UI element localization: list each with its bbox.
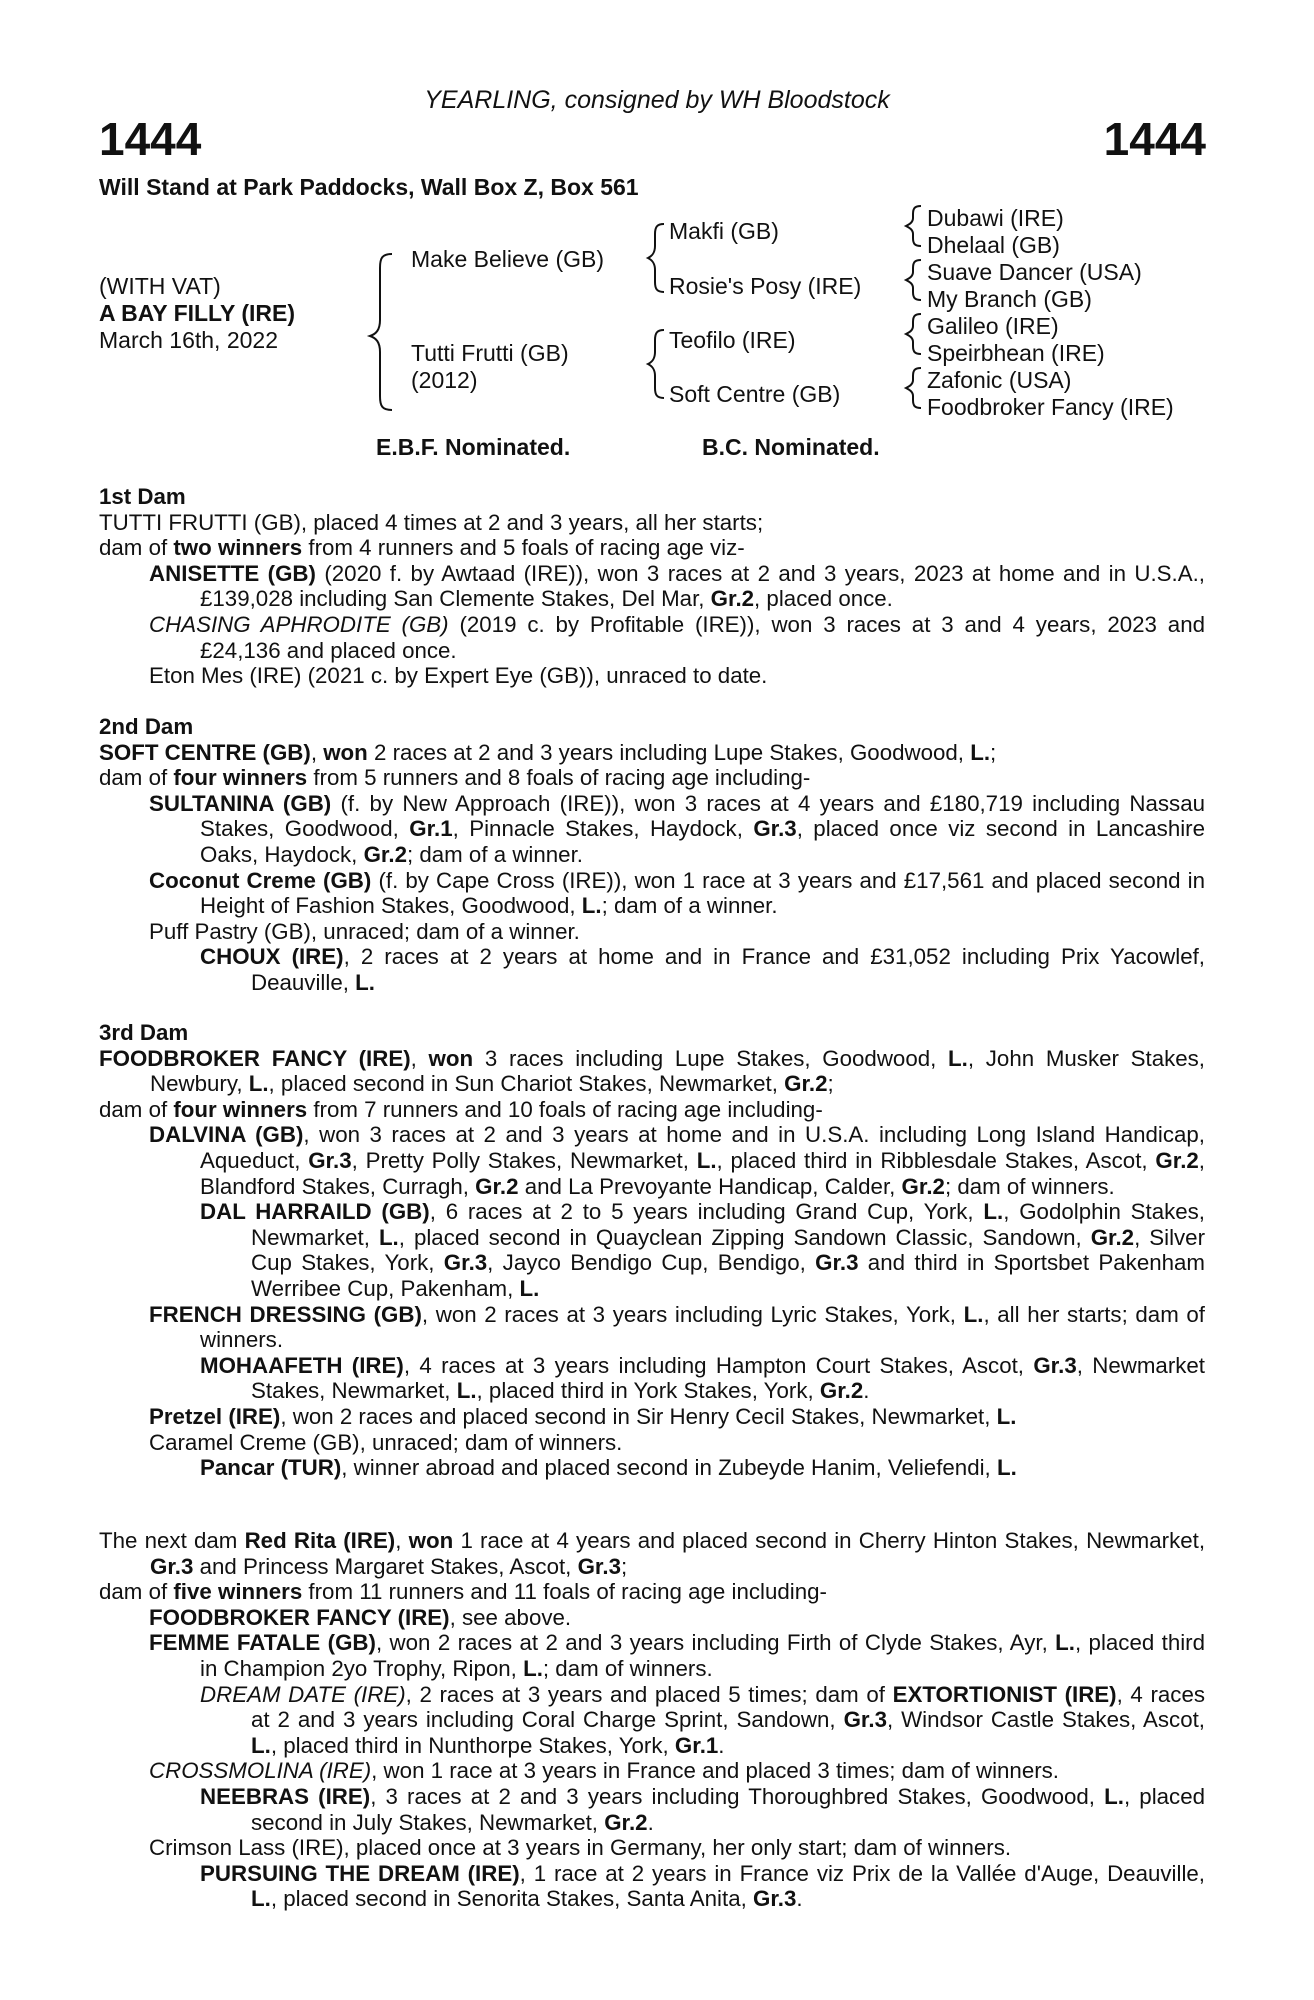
great-grandparent: My Branch (GB) <box>927 286 1092 312</box>
produce-record-entry <box>99 944 1205 995</box>
produce-record-entry <box>99 1861 1205 1912</box>
text-run: , <box>410 1045 429 1071</box>
great-grandparent: Dhelaal (GB) <box>927 232 1060 258</box>
bold-text-run: L. <box>523 1655 543 1681</box>
bold-text-run: L. <box>963 1301 984 1327</box>
text-run: . <box>863 1378 870 1404</box>
bold-text-run: FRENCH DRESSING (GB) <box>149 1301 422 1327</box>
bold-text-run: two winners <box>173 535 303 561</box>
bc-nomination: B.C. Nominated. <box>702 434 880 460</box>
text-run: , 3 races at 2 and 3 years including Thoroughbred Stakes, Goodwood, <box>370 1783 1105 1809</box>
text-run: 1 race at 4 years and placed second in Cherry Hinton Stakes, Newmarket, <box>453 1528 1206 1553</box>
text-run: from 7 runners and 10 foals of racing age including- <box>307 1096 823 1122</box>
produce-record-entry <box>99 1455 1205 1481</box>
bold-text-run: won <box>428 1045 474 1071</box>
text-run: . <box>718 1732 725 1758</box>
text-run: and La Prevoyante Handicap, Calder, <box>518 1173 902 1199</box>
bold-text-run: L. <box>948 1045 968 1071</box>
bold-text-run: Gr.1 <box>674 1732 719 1758</box>
produce-record-entry <box>99 1630 1205 1681</box>
text-run: and Princess Margaret Stakes, Ascot, <box>193 1553 578 1579</box>
bold-text-run: MOHAAFETH (IRE) <box>200 1352 404 1378</box>
text-run: Eton Mes (IRE) (2021 c. by Expert Eye (GB)), unraced to date. <box>149 663 768 689</box>
text-run: , John Musker Stakes, Newbury, <box>150 1045 1205 1097</box>
lot-number-left: 1444 <box>99 113 202 165</box>
produce-record-entry <box>99 919 1205 945</box>
bold-text-run: L. <box>1055 1630 1075 1656</box>
text-run: and third in Sportsbet Pakenham Werribee Cup, Pakenham, <box>251 1250 1206 1301</box>
bold-text-run: Pancar (TUR) <box>200 1455 342 1481</box>
bold-text-run: won <box>323 739 368 765</box>
text-run: , won 1 race at 3 years in France and placed 3 times; dam of winners. <box>371 1758 1060 1784</box>
bold-text-run: FOODBROKER FANCY (IRE) <box>99 1045 411 1071</box>
produce-record-entry <box>99 740 1205 766</box>
bold-text-run: L. <box>248 1071 269 1097</box>
text-run: , 2 races at 3 years and placed 5 times; dam of <box>405 1681 893 1707</box>
bold-text-run: Gr.3 <box>753 816 797 842</box>
bold-text-run: Gr.3 <box>843 1707 887 1733</box>
bold-text-run: SULTANINA (GB) <box>149 790 332 816</box>
text-run: , 6 races at 2 to 5 years including Grand Cup, York, <box>429 1199 984 1225</box>
bold-text-run: Gr.2 <box>1155 1147 1199 1173</box>
produce-record-entry <box>99 535 1205 561</box>
text-run: ; dam of winners. <box>944 1173 1115 1199</box>
bold-text-run: Pretzel (IRE) <box>149 1403 281 1429</box>
stand-location: Will Stand at Park Paddocks, Wall Box Z, Box 561 <box>99 174 639 200</box>
bold-text-run: NEEBRAS (IRE) <box>200 1783 371 1809</box>
produce-record-entry <box>99 561 1205 612</box>
bold-text-run: DAL HARRAILD (GB) <box>200 1199 430 1225</box>
bold-text-run: L. <box>456 1378 477 1404</box>
great-grandparent: Speirbhean (IRE) <box>927 340 1105 366</box>
text-run: , <box>395 1528 409 1553</box>
bold-text-run: L. <box>581 893 602 919</box>
bold-text-run: DALVINA (GB) <box>149 1122 304 1148</box>
produce-record-entry <box>99 791 1205 868</box>
text-run: , placed second in Quayclean Zipping Sandown Classic, Sandown, <box>398 1224 1091 1250</box>
text-run: , Godolphin Stakes, Newmarket, <box>251 1199 1205 1250</box>
produce-record-entry <box>99 1430 1205 1456</box>
text-run: . <box>647 1809 654 1835</box>
bold-text-run: Gr.3 <box>577 1553 621 1579</box>
text-run: ; dam of a winner. <box>406 841 583 867</box>
text-run: , Pinnacle Stakes, Haydock, <box>452 816 754 842</box>
text-run: 2 races at 2 and 3 years including Lupe Stakes, Goodwood, <box>367 739 971 765</box>
bold-text-run: four winners <box>173 1096 308 1122</box>
produce-record-entry <box>99 765 1205 791</box>
produce-record-entry <box>99 1758 1205 1784</box>
text-run: , 4 races at 2 and 3 years including Coral Charge Sprint, Sandown, <box>251 1681 1205 1733</box>
text-run: , placed third in Champion 2yo Trophy, Ripon, <box>200 1630 1206 1681</box>
text-run: , won 2 races at 3 years including Lyric Stakes, York, <box>421 1301 964 1327</box>
produce-record-entry <box>99 510 1205 536</box>
text-run: ; <box>620 1553 628 1579</box>
bold-text-run: ANISETTE (GB) <box>149 560 316 586</box>
produce-record-entry <box>99 1835 1205 1861</box>
text-run: . <box>796 1886 803 1912</box>
bold-text-run: L. <box>519 1275 540 1301</box>
text-run: , Silver Cup Stakes, York, <box>251 1224 1206 1276</box>
bold-text-run: Red Rita (IRE) <box>244 1528 396 1553</box>
bold-text-run: EXTORTIONIST (IRE) <box>892 1681 1117 1707</box>
bold-text-run: Coconut Creme (GB) <box>149 867 372 893</box>
produce-record-entry <box>99 1353 1205 1404</box>
text-run: (f. by Cape Cross (IRE)), won 1 race at 3 years and £17,561 and placed second in Height of Fashion Stakes, Goodwood, <box>200 867 1205 919</box>
text-run: , Jayco Bendigo Cup, Bendigo, <box>487 1250 816 1276</box>
text-run: , placed second in Sun Chariot Stakes, Newmarket, <box>268 1071 785 1097</box>
lot-number-right: 1444 <box>1103 113 1206 165</box>
bold-text-run: Gr.3 <box>150 1553 194 1579</box>
text-run: , Windsor Castle Stakes, Ascot, <box>886 1707 1205 1733</box>
second-dam-section <box>99 714 1205 996</box>
text-run: , won 3 races at 2 and 3 years at home and in U.S.A. including Long Island Handicap, Aqueduct, <box>200 1122 1205 1173</box>
sire-name: Make Believe (GB) <box>411 246 605 272</box>
text-run: TUTTI FRUTTI (GB), placed 4 times at 2 and 3 years, all her starts; <box>99 509 764 535</box>
produce-record-entry <box>99 1579 1205 1605</box>
bold-text-run: Gr.2 <box>784 1071 828 1097</box>
bold-text-run: won <box>408 1528 454 1553</box>
bold-text-run: L. <box>1104 1783 1124 1809</box>
text-run: , Blandford Stakes, Curragh, <box>200 1147 1205 1199</box>
text-run: , won 2 races and placed second in Sir Henry Cecil Stakes, Newmarket, <box>280 1403 997 1429</box>
great-grandparent: Foodbroker Fancy (IRE) <box>927 394 1174 420</box>
bold-text-run: L. <box>970 739 991 765</box>
text-run: dam of <box>99 535 174 561</box>
text-run: from 4 runners and 5 foals of racing age viz- <box>302 535 745 561</box>
text-run: , won 2 races at 2 and 3 years including Firth of Clyde Stakes, Ayr, <box>375 1630 1056 1656</box>
text-run: , placed third in Ribblesdale Stakes, Ascot, <box>716 1147 1156 1173</box>
text-run: , 2 races at 2 years at home and in France and £31,052 including Prix Yacowlef, Deauville, <box>251 944 1205 995</box>
text-run: dam of <box>99 1096 174 1122</box>
italic-text-run: DREAM DATE (IRE) <box>200 1681 406 1707</box>
text-run: dam of <box>99 1579 174 1605</box>
produce-record-entry <box>99 1528 1205 1579</box>
text-run: , 1 race at 2 years in France viz Prix de la Vallée d'Auge, Deauville, <box>519 1860 1205 1886</box>
next-dam-section <box>99 1528 1205 1912</box>
great-grandparent: Suave Dancer (USA) <box>927 259 1142 285</box>
text-run: , placed third in York Stakes, York, <box>476 1378 820 1404</box>
bold-text-run: five winners <box>173 1579 303 1605</box>
bold-text-run: Gr.3 <box>815 1250 859 1276</box>
bold-text-run: Gr.2 <box>604 1809 648 1835</box>
text-run: , Pretty Polly Stakes, Newmarket, <box>351 1147 697 1173</box>
text-run: (2020 f. by Awtaad (IRE)), won 3 races at 2 and 3 years, 2023 at home and in U.S.A., £139,028 including San Clemente Stakes, Del Mar, <box>200 560 1206 612</box>
text-run: ; <box>990 739 997 765</box>
text-run: , winner abroad and placed second in Zubeyde Hanim, Veliefendi, <box>341 1455 997 1481</box>
catalogue-subtitle: YEARLING, consigned by WH Bloodstock <box>424 86 890 114</box>
ebf-nomination: E.B.F. Nominated. <box>376 434 571 460</box>
produce-record-entry <box>99 1404 1205 1430</box>
produce-record-entry <box>99 1097 1205 1123</box>
bold-text-run: SOFT CENTRE (GB) <box>99 739 311 765</box>
bold-text-run: Gr.1 <box>409 816 453 842</box>
dam-dam-name: Soft Centre (GB) <box>669 381 841 407</box>
produce-record-entry <box>99 1605 1205 1631</box>
bold-text-run: Gr.2 <box>710 586 755 612</box>
dam-name: Tutti Frutti (GB) <box>411 340 569 366</box>
bold-text-run: Gr.3 <box>443 1250 488 1276</box>
bold-text-run: Gr.2 <box>475 1173 519 1199</box>
text-run: , <box>310 739 324 765</box>
dam-foaling-year: (2012) <box>411 367 478 393</box>
text-run: dam of <box>99 765 174 791</box>
produce-record-entry <box>99 1784 1205 1835</box>
horse-name: A BAY FILLY (IRE) <box>99 300 295 326</box>
produce-record-entry <box>99 612 1205 663</box>
dam-sire-name: Teofilo (IRE) <box>669 327 796 353</box>
bold-text-run: FOODBROKER FANCY (IRE) <box>149 1604 450 1630</box>
section-heading: 3rd Dam <box>99 1020 189 1045</box>
bold-text-run: Gr.2 <box>901 1173 945 1199</box>
vat-note: (WITH VAT) <box>99 273 221 299</box>
great-grandparent: Zafonic (USA) <box>927 367 1072 393</box>
produce-record-entry <box>99 1302 1205 1353</box>
text-run: (2019 c. by Profitable (IRE)), won 3 races at 3 and 4 years, 2023 and £24,136 and placed once. <box>200 611 1206 663</box>
bold-text-run: Gr.2 <box>363 841 407 867</box>
bold-text-run: L. <box>251 1732 271 1758</box>
text-run: 3 races including Lupe Stakes, Goodwood, <box>473 1045 949 1071</box>
bold-text-run: L. <box>355 969 375 995</box>
third-dam-section <box>99 1020 1205 1481</box>
text-run: Caramel Creme (GB), unraced; dam of winners. <box>149 1429 623 1455</box>
text-run: , placed once viz second in Lancashire Oaks, Haydock, <box>200 816 1206 867</box>
text-run: Puff Pastry (GB), unraced; dam of a winner. <box>149 918 580 944</box>
bold-text-run: L. <box>251 1886 271 1912</box>
bold-text-run: Gr.3 <box>753 1886 797 1912</box>
italic-text-run: CROSSMOLINA (IRE) <box>149 1758 372 1784</box>
text-run: (f. by New Approach (IRE)), won 3 races at 4 years and £180,719 including Nassau Stakes, Goodwood, <box>200 790 1206 842</box>
bold-text-run: Gr.3 <box>1033 1352 1077 1378</box>
text-run: from 5 runners and 8 foals of racing age including- <box>307 765 811 791</box>
bold-text-run: CHOUX (IRE) <box>200 944 344 970</box>
section-heading: 1st Dam <box>99 484 186 509</box>
text-run: ; dam of winners. <box>542 1655 713 1681</box>
text-run: , Newmarket Stakes, Newmarket, <box>251 1352 1206 1404</box>
italic-text-run: CHASING APHRODITE (GB) <box>149 611 449 637</box>
text-run: ; <box>827 1071 834 1097</box>
text-run: , all her starts; dam of winners. <box>200 1301 1205 1353</box>
foaling-date: March 16th, 2022 <box>99 327 279 353</box>
bold-text-run: L. <box>983 1199 1004 1225</box>
text-run: Crimson Lass (IRE), placed once at 3 years in Germany, her only start; dam of winners. <box>149 1835 1012 1861</box>
bold-text-run: four winners <box>173 765 308 791</box>
produce-record-entry <box>99 1682 1205 1759</box>
sire-sire-name: Makfi (GB) <box>669 218 779 244</box>
bold-text-run: L. <box>996 1455 1017 1481</box>
text-run: , placed second in Senorita Stakes, Santa Anita, <box>270 1886 753 1912</box>
text-run: , see above. <box>449 1604 572 1630</box>
bold-text-run: L. <box>696 1147 717 1173</box>
bold-text-run: Gr.2 <box>1090 1224 1135 1250</box>
great-grandparent: Galileo (IRE) <box>927 313 1059 339</box>
sire-dam-name: Rosie's Posy (IRE) <box>669 273 862 299</box>
bold-text-run: Gr.3 <box>308 1147 352 1173</box>
bold-text-run: L. <box>378 1224 399 1250</box>
text-run: , placed third in Nunthorpe Stakes, York, <box>270 1732 675 1758</box>
text-run: , placed second in July Stakes, Newmarket, <box>251 1783 1206 1835</box>
bold-text-run: PURSUING THE DREAM (IRE) <box>200 1860 520 1886</box>
produce-record-entry <box>99 1122 1205 1199</box>
text-run: ; dam of a winner. <box>601 893 778 919</box>
produce-record-entry <box>99 663 1205 689</box>
text-run: , 4 races at 3 years including Hampton Court Stakes, Ascot, <box>403 1352 1034 1378</box>
text-run: , placed once. <box>754 586 893 612</box>
produce-record-entry <box>99 1046 1205 1097</box>
produce-record-entry <box>99 1199 1205 1301</box>
text-run: from 11 runners and 11 foals of racing age including- <box>302 1579 827 1605</box>
bold-text-run: L. <box>996 1403 1017 1429</box>
section-heading: 2nd Dam <box>99 714 194 739</box>
bold-text-run: FEMME FATALE (GB) <box>149 1630 376 1656</box>
pedigree-brackets <box>0 0 1314 440</box>
produce-record-entry <box>99 868 1205 919</box>
great-grandparent: Dubawi (IRE) <box>927 205 1064 231</box>
text-run: The next dam <box>99 1528 245 1553</box>
first-dam-section <box>99 484 1205 689</box>
bold-text-run: Gr.2 <box>819 1378 864 1404</box>
